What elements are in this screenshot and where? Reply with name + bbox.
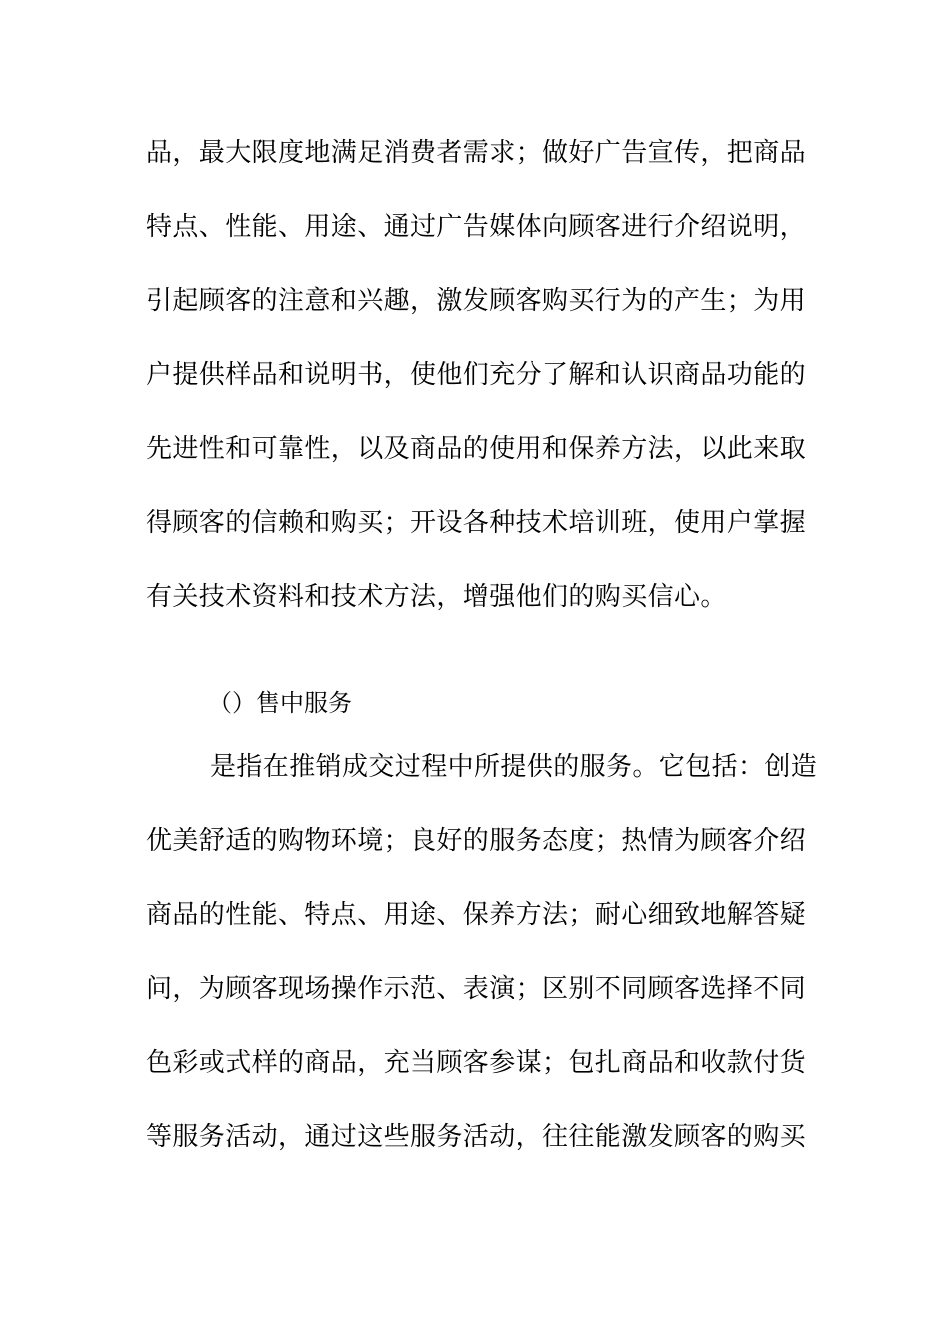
paragraph-2-line-5: 色彩或式样的商品，充当顾客参谋；包扎商品和收款付货	[146, 1048, 807, 1078]
paragraph-1-line-1: 品，最大限度地满足消费者需求；做好广告宣传，把商品	[146, 138, 807, 168]
paragraph-1-line-7: 有关技术资料和技术方法，增强他们的购买信心。	[146, 582, 727, 612]
paragraph-1-line-5: 先进性和可靠性，以及商品的使用和保养方法，以此来取	[146, 434, 807, 464]
paragraph-1-line-6: 得顾客的信赖和购买；开设各种技术培训班，使用户掌握	[146, 508, 807, 538]
paragraph-1-line-3: 引起顾客的注意和兴趣，激发顾客购买行为的产生；为用	[146, 286, 807, 316]
paragraph-2-line-3: 商品的性能、特点、用途、保养方法；耐心细致地解答疑	[146, 900, 807, 930]
paragraph-1-line-4: 户提供样品和说明书，使他们充分了解和认识商品功能的	[146, 360, 807, 390]
paragraph-1-line-2: 特点、性能、用途、通过广告媒体向顾客进行介绍说明，	[146, 212, 807, 242]
paragraph-2-line-2: 优美舒适的购物环境；良好的服务态度；热情为顾客介绍	[146, 826, 807, 856]
paragraph-2-line-6: 等服务活动，通过这些服务活动，往往能激发顾客的购买	[146, 1122, 807, 1152]
section-heading: （）售中服务	[208, 689, 352, 717]
paragraph-2-line-4: 问，为顾客现场操作示范、表演；区别不同顾客选择不同	[146, 974, 807, 1004]
paragraph-2-line-1: 是指在推销成交过程中所提供的服务。它包括：创造	[210, 752, 818, 782]
